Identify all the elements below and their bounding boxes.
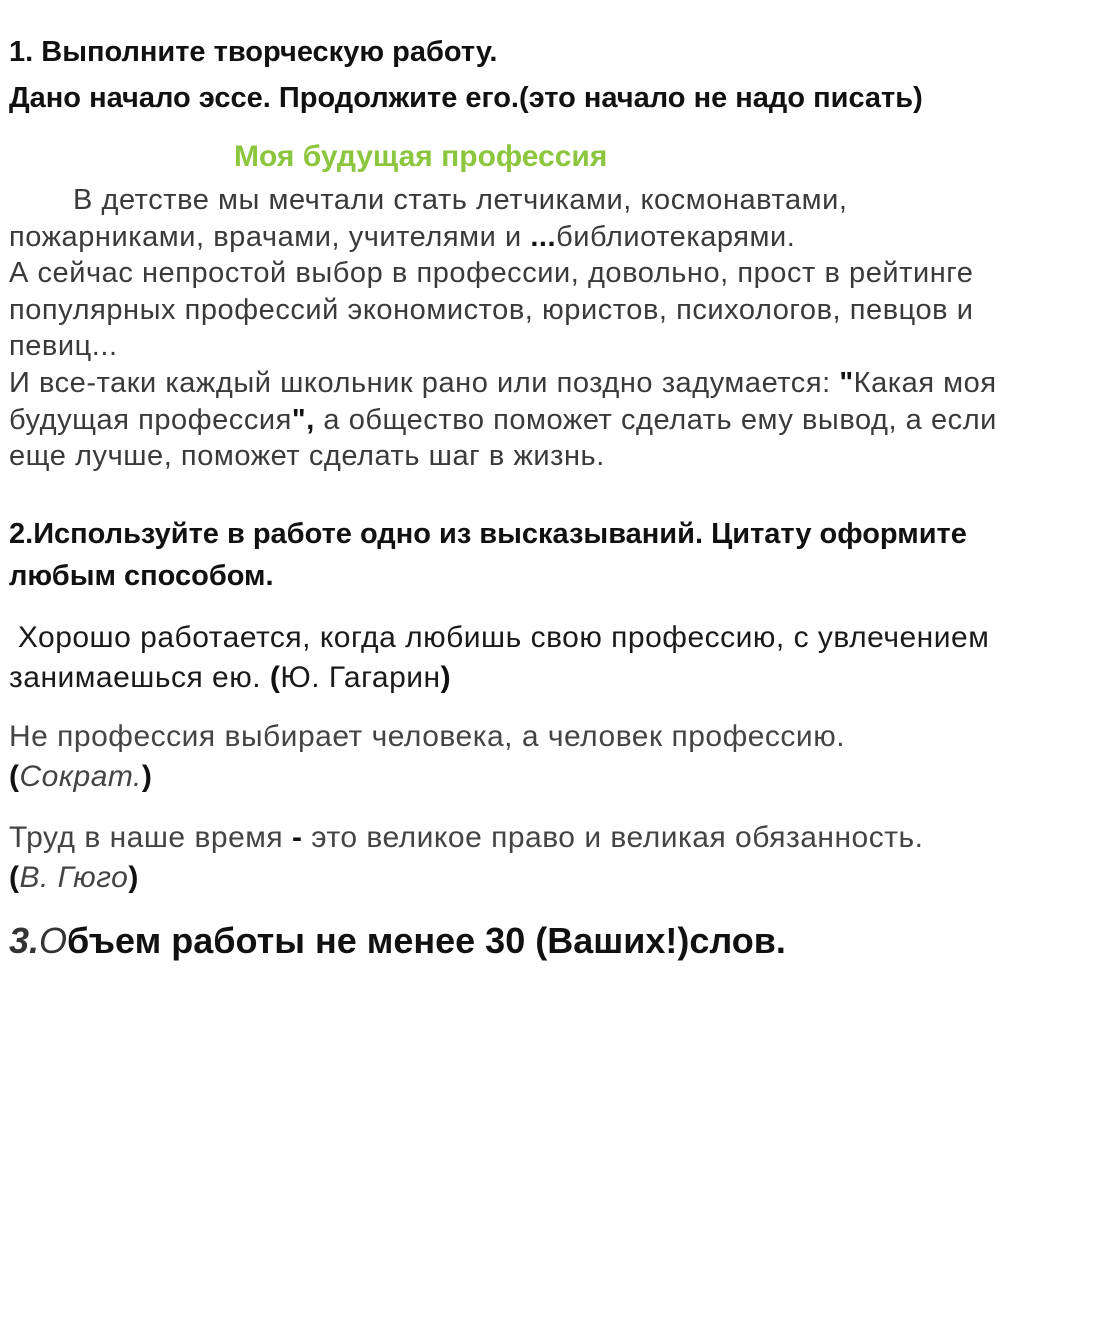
essay-line: А сейчас непростой выбор в профессии, довольно, прост в рейтинге [9, 257, 974, 290]
task3-number: 3. [9, 920, 40, 961]
essay-line: популярных профессий экономистов, юристов, психологов, певцов и [9, 293, 974, 326]
quote-dash: - [291, 821, 303, 854]
quote-fragment: Труд в наше время [9, 821, 292, 854]
essay-quote-mark: ", [291, 403, 315, 436]
essay-text [9, 182, 1119, 475]
quote-fragment: это великое право и великая обязанность. [302, 821, 924, 854]
quote-paren: ) [128, 861, 139, 894]
task1-line2 [9, 76, 923, 120]
quote-attribution [9, 757, 845, 797]
essay-fragment: а общество поможет сделать ему вывод, а если [314, 403, 997, 436]
task2-line1 [9, 512, 967, 556]
task1-number: 1. [9, 36, 34, 68]
task1-line1 [9, 30, 497, 74]
quote-paren: ( [9, 760, 20, 793]
task3-word-count: 30 [485, 920, 526, 961]
quote-author: Ю. Гагарин [280, 661, 441, 694]
task3-text: (Ваших!)слов. [525, 920, 786, 961]
quote-paren: ) [141, 760, 153, 793]
task1-instruction: Дано начало эссе. Продолжите его. [9, 82, 519, 114]
quote-author: В. Гюго [19, 861, 129, 894]
task3-line [9, 920, 786, 962]
essay-fragment: И все-таки каждый школьник рано или поздно задумается: [9, 366, 840, 399]
essay-ellipsis: ... [530, 220, 557, 253]
quote-paren: ( [9, 861, 20, 894]
essay-fragment: будущая профессия [9, 403, 292, 436]
task3-text: бъем работы не менее [67, 920, 486, 961]
essay-line: еще лучше, поможет сделать шаг в жизнь. [9, 440, 605, 473]
essay-title: Моя будущая профессия [234, 140, 608, 173]
essay-line [9, 219, 1119, 256]
quote-text [9, 658, 989, 698]
essay-line: В детстве мы мечтали стать летчиками, космонавтами, [73, 184, 848, 216]
essay-fragment: Какая моя [853, 366, 997, 399]
essay-fragment: библиотекарями. [556, 220, 796, 253]
task3-initial: О [39, 920, 68, 961]
task1-instruction-paren: (это начало не надо писать) [519, 82, 923, 114]
task2-number: 2. [9, 518, 34, 550]
quote-socrates [9, 717, 845, 797]
quote-attribution [9, 858, 923, 898]
quote-author: Сократ. [19, 760, 142, 793]
quote-text: Хорошо работается, когда любишь свою профессию, с увлечением [9, 621, 990, 654]
quote-hugo [9, 818, 923, 898]
quote-paren: ) [440, 661, 452, 694]
task2-title-cont: любым способом. [9, 560, 274, 592]
essay-line: певиц... [9, 330, 118, 363]
essay-line [9, 365, 1119, 402]
task2-title: Используйте в работе одно из высказываний. Цитату оформите [33, 518, 967, 550]
quote-gagarin [9, 618, 989, 698]
quote-text [9, 818, 923, 858]
quote-fragment: занимаешься ею. [9, 661, 270, 694]
quote-paren: ( [269, 661, 281, 694]
essay-fragment: пожарниками, врачами, учителями и [9, 220, 531, 253]
quote-text: Не профессия выбирает человека, а человек профессию. [9, 720, 846, 753]
essay-quote-mark: " [839, 366, 854, 399]
task1-title: Выполните творческую работу. [41, 36, 498, 68]
essay-line [9, 402, 1119, 439]
task2-line2 [9, 554, 274, 598]
